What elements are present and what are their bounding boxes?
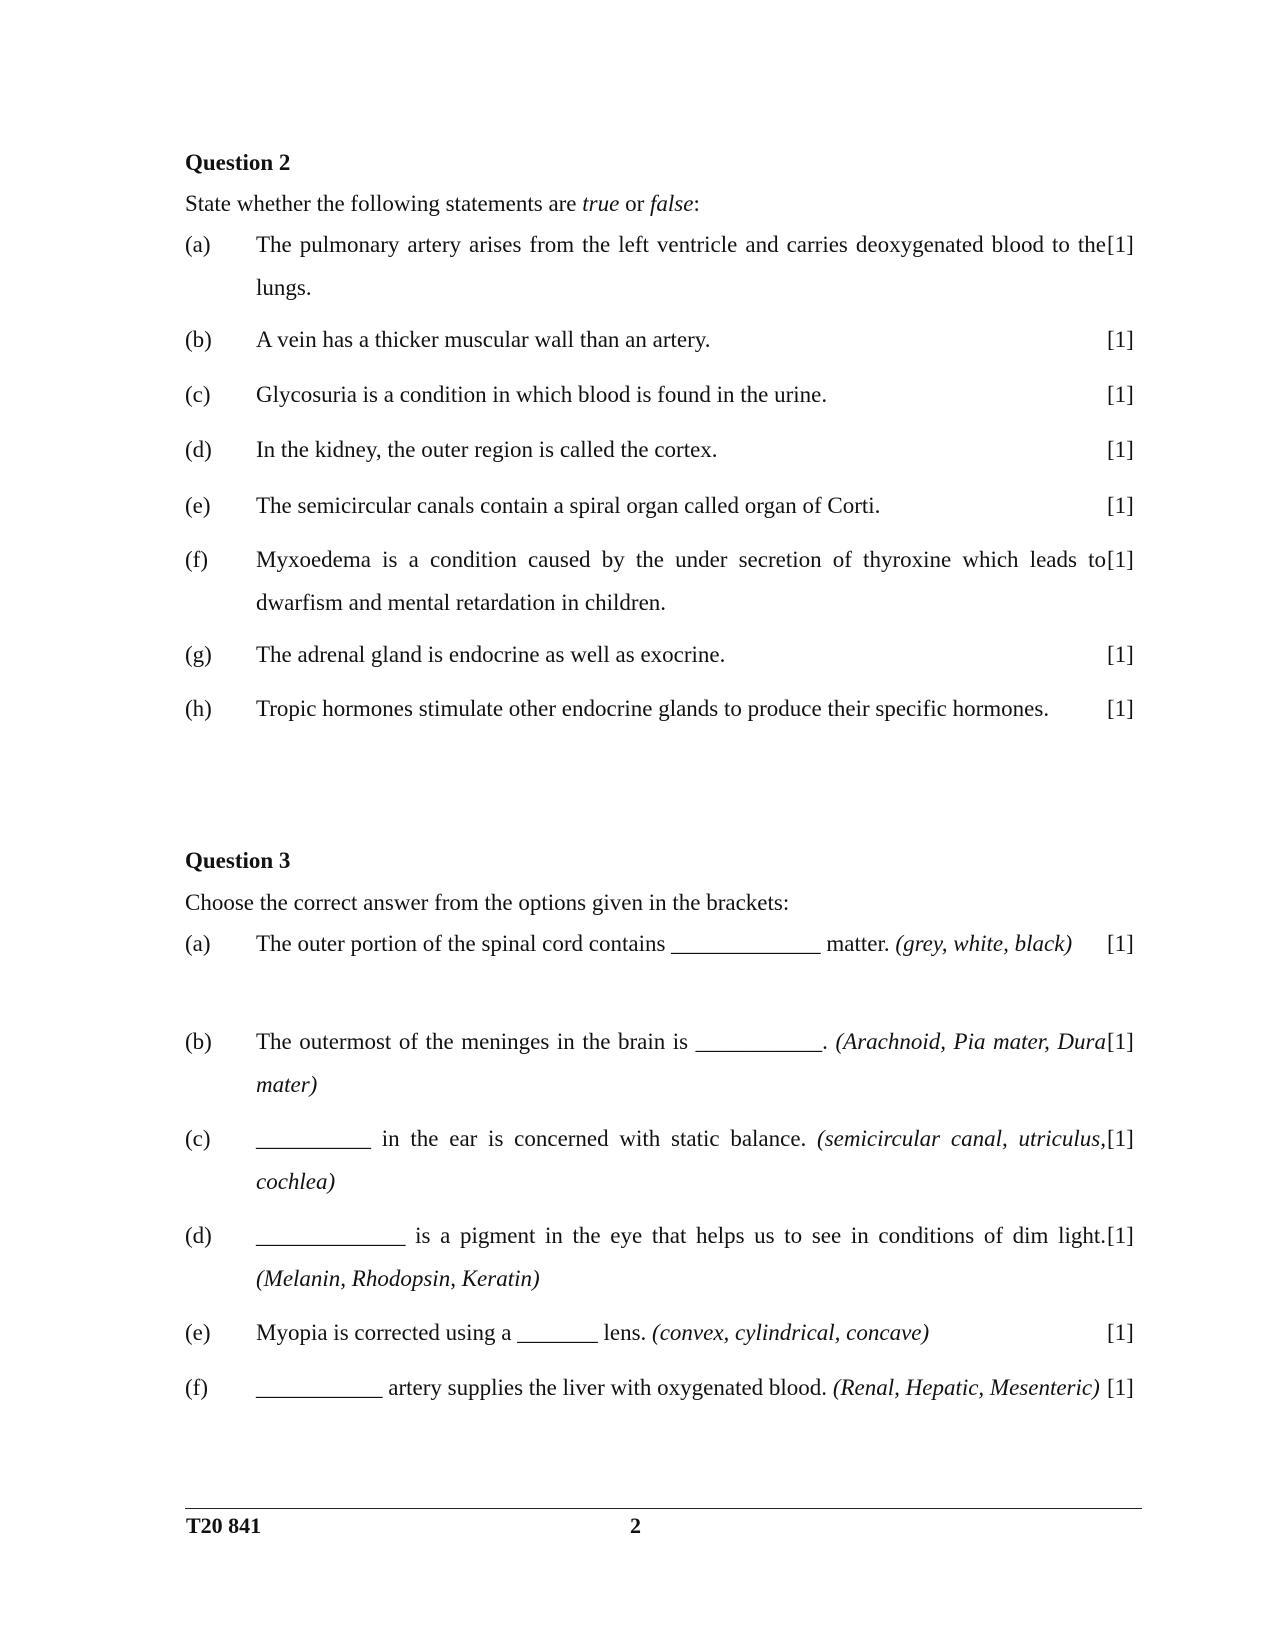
page-number: 2 [630,1513,641,1538]
item-label: (e) [185,1320,211,1345]
item-marks: [1] [1107,1375,1134,1400]
item-options: (Arachnoid, Pia mater, Dura mater) [256,1029,1106,1097]
item-label: (f) [185,547,208,572]
item-stem: _____________ is a pigment in the eye that helps us to see in conditions of dim light. [256,1223,1106,1248]
item-text [256,1117,1106,1203]
question-3-heading: Question 3 [185,848,291,873]
item-text [256,1020,1106,1106]
item-marks: [1] [1107,327,1134,352]
footer-divider [185,1508,1142,1509]
item-label: (b) [185,1029,212,1054]
item-marks: [1] [1107,1223,1134,1248]
instruction-true: true [582,191,620,216]
item-text [256,922,1106,965]
item-text: In the kidney, the outer region is called the cortex. [256,437,718,462]
item-label: (a) [185,232,211,257]
item-label: (d) [185,1223,212,1248]
question-2-instruction [185,190,700,218]
instruction-text: State whether the following statements are [185,191,583,216]
item-text: The adrenal gland is endocrine as well as exocrine. [256,642,726,667]
item-text [256,1366,1106,1409]
item-marks: [1] [1107,547,1134,572]
paper-code: T20 841 [186,1513,262,1538]
item-options: (Renal, Hepatic, Mesenteric) [832,1375,1100,1400]
item-label: (c) [185,1126,211,1151]
item-marks: [1] [1107,382,1134,407]
item-marks: [1] [1107,696,1134,721]
item-marks: [1] [1107,1126,1134,1151]
item-text: Myxoedema is a condition caused by the under secretion of thyroxine which leads to dwarfism and mental retardation in children. [256,547,1106,615]
item-marks: [1] [1107,1029,1134,1054]
item-marks: [1] [1107,232,1134,257]
item-marks: [1] [1107,493,1134,518]
item-label: (g) [185,642,212,667]
item-stem: __________ in the ear is concerned with static balance. [256,1126,818,1151]
question-3-instruction: Choose the correct answer from the options given in the brackets: [185,890,790,915]
item-stem: Myopia is corrected using a _______ lens. [256,1320,653,1345]
item-label: (a) [185,931,211,956]
item-stem: The outermost of the meninges in the brain is ___________. [256,1029,836,1054]
item-marks: [1] [1107,1320,1134,1345]
item-label: (d) [185,437,212,462]
item-label: (f) [185,1375,208,1400]
item-stem: ___________ artery supplies the liver with oxygenated blood. [256,1375,833,1400]
instruction-colon: : [693,191,700,216]
item-text: Glycosuria is a condition in which blood is found in the urine. [256,382,828,407]
item-label: (h) [185,696,212,721]
item-stem: The outer portion of the spinal cord contains _____________ matter. [256,931,896,956]
item-text: A vein has a thicker muscular wall than an artery. [256,327,711,352]
item-text: Tropic hormones stimulate other endocrine glands to produce their specific hormones. [256,696,1050,721]
instruction-or: or [619,191,651,216]
item-label: (b) [185,327,212,352]
item-marks: [1] [1107,437,1134,462]
instruction-false: false [650,191,694,216]
question-2-heading: Question 2 [185,150,291,175]
item-marks: [1] [1107,931,1134,956]
item-text [256,1214,1106,1300]
item-options: (grey, white, black) [895,931,1073,956]
item-text: The pulmonary artery arises from the left ventricle and carries deoxygenated blood to the lungs. [256,232,1106,300]
item-text [256,1311,1106,1354]
item-text: The semicircular canals contain a spiral organ called organ of Corti. [256,493,881,518]
item-options: (convex, cylindrical, concave) [652,1320,930,1345]
item-options: (semicircular canal, utriculus, cochlea) [256,1126,1106,1194]
item-label: (e) [185,493,211,518]
item-label: (c) [185,382,211,407]
item-marks: [1] [1107,642,1134,667]
item-options: (Melanin, Rhodopsin, Keratin) [256,1266,540,1291]
